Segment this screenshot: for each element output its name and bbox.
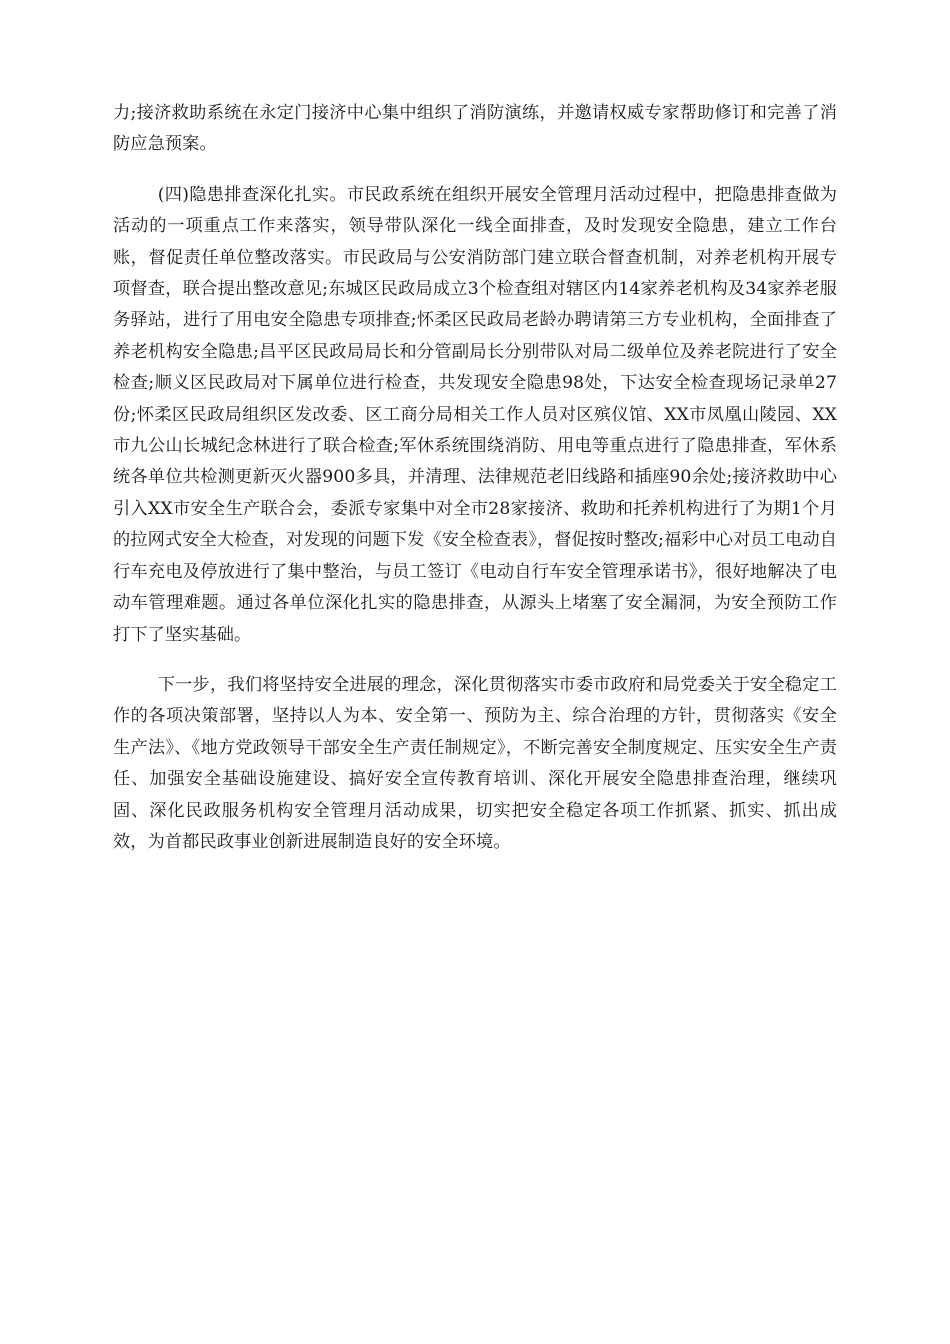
paragraph-continuation: 力;接济救助系统在永定门接济中心集中组织了消防演练，并邀请权威专家帮助修订和完善了消防应急预案。 [113, 103, 837, 155]
paragraph-next-steps: 下一步，我们将坚持安全进展的理念，深化贯彻落实市委市政府和局党委关于安全稳定工作的各项决策部署，坚持以人为本、安全第一、预防为主、综合治理的方针，贯彻落实《安全生产法》、《地方党政领导干部安全生产责任制规定》，不断完善安全制度规定、压实安全生产责任、加强安全基础设施建设、搞好安全宣传教育培训、深化开展安全隐患排查治理，继续巩固、深化民政服务机构安全管理月活动成果，切实把安全稳定各项工作抓紧、抓实、抓出成效，为首都民政事业创新进展制造良好的安全环境。 [113, 674, 837, 852]
document-page [113, 98, 837, 877]
paragraph-hazard-inspection: (四)隐患排查深化扎实。市民政系统在组织开展安全管理月活动过程中，把隐患排查做为活动的一项重点工作来落实，领导带队深化一线全面排查，及时发现安全隐患，建立工作台账，督促责任单位整改落实。市民政局与公安消防部门建立联合督查机制，对养老机构开展专项督查，联合提出整改意见;东城区民政局成立3个检查组对辖区内14家养老机构及34家养老服务驿站，进行了用电安全隐患专项排查;怀柔区民政局老龄办聘请第三方专业机构，全面排查了养老机构安全隐患;昌平区民政局局长和分管副局长分别带队对局二级单位及养老院进行了安全检查;顺义区民政局对下属单位进行检查，共发现安全隐患98处，下达安全检查现场记录单27份;怀柔区民政局组织区发改委、区工商分局相关工作人员对区殡仪馆、XX市凤凰山陵园、XX市九公山长城纪念林进行了联合检查;军休系统围绕消防、用电等重点进行了隐患排查，军休系统各单位共检测更新灭火器900多具，并清理、法律规范老旧线路和插座90余处;接济救助中心引入XX市安全生产联合会，委派专家集中对全市28家接济、救助和托养机构进行了为期1个月的拉网式安全大检查，对发现的问题下发《安全检查表》，督促按时整改;福彩中心对员工电动自行车充电及停放进行了集中整治，与员工签订《电动自行车安全管理承诺书》，很好地解决了电动车管理难题。通过各单位深化扎实的隐患排查，从源头上堵塞了安全漏洞，为安全预防工作打下了坚实基础。 [113, 184, 837, 645]
